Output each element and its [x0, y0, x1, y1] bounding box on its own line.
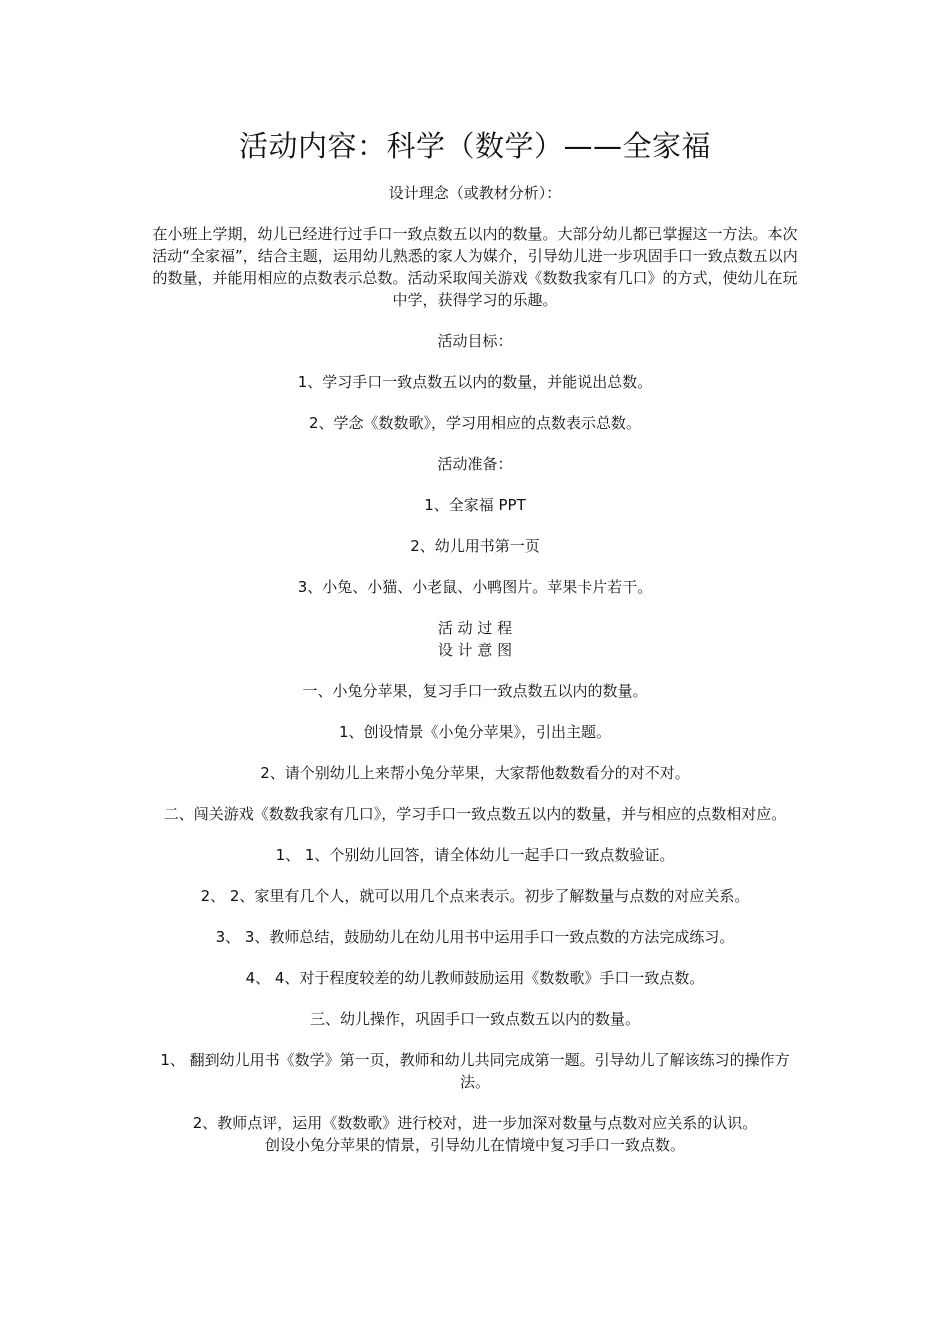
prep-item: 3、小兔、小猫、小老鼠、小鸭图片。苹果卡片若干。 [297, 578, 653, 596]
prep-heading: 活动准备： [437, 455, 513, 473]
section1-item: 2、请个别幼儿上来帮小兔分苹果，大家帮他数数看分的对不对。 [260, 764, 690, 782]
design-concept-body: 在小班上学期，幼儿已经进行过手口一致点数五以内的数量。大部分幼儿都已掌握这一方法。本次活动“全家福”，结合主题，运用幼儿熟悉的家人为媒介，引导幼儿进一步巩固手口一致点数五以内的数量，并能用相应的点数表示总数。活动采取闯关游戏《数数我家有几口》的方式，使幼儿在玩中学，获得学习的乐趣。 [152, 225, 798, 309]
process-headings [146, 617, 804, 661]
design-concept-heading: 设计理念（或教材分析）： [388, 184, 562, 202]
goal-item: 1、学习手口一致点数五以内的数量，并能说出总数。 [297, 373, 653, 391]
section2-item: 1、 1、个别幼儿回答，请全体幼儿一起手口一致点数验证。 [275, 846, 675, 864]
section2-item: 3、 3、教师总结，鼓励幼儿在幼儿用书中运用手口一致点数的方法完成练习。 [215, 928, 735, 946]
section1-item: 1、创设情景《小兔分苹果》，引出主题。 [338, 723, 612, 741]
section3-item: 1、 翻到幼儿用书《数学》第一页，教师和幼儿共同完成第一题。引导幼儿了解该练习的操作方法。 [160, 1051, 790, 1091]
final-lines [146, 1112, 804, 1156]
document-title: 活动内容：科学（数学）——全家福 [238, 129, 711, 163]
section2-item: 4、 4、对于程度较差的幼儿教师鼓励运用《数数歌》手口一致点数。 [245, 969, 705, 987]
section1-title: 一、小兔分苹果，复习手口一致点数五以内的数量。 [302, 682, 648, 700]
section3-title: 三、幼儿操作，巩固手口一致点数五以内的数量。 [309, 1010, 640, 1028]
prep-item: 1、全家福 PPT [424, 496, 526, 514]
goal-item: 2、学念《数数歌》，学习用相应的点数表示总数。 [308, 414, 642, 432]
prep-item: 2、幼儿用书第一页 [410, 537, 540, 555]
process-heading: 活 动 过 程 [437, 619, 513, 637]
section2-item: 2、 2、家里有几个人，就可以用几个点来表示。初步了解数量与点数的对应关系。 [200, 887, 750, 905]
final-line: 创设小兔分苹果的情景，引导幼儿在情境中复习手口一致点数。 [264, 1136, 685, 1154]
goals-heading: 活动目标： [437, 332, 513, 350]
final-line: 2、教师点评，运用《数数歌》进行校对，进一步加深对数量与点数对应关系的认识。 [192, 1114, 758, 1132]
document-page [146, 126, 804, 1175]
intent-heading: 设 计 意 图 [437, 641, 513, 659]
section2-title: 二、闯关游戏《数数我家有几口》，学习手口一致点数五以内的数量，并与相应的点数相对应。 [163, 805, 787, 823]
